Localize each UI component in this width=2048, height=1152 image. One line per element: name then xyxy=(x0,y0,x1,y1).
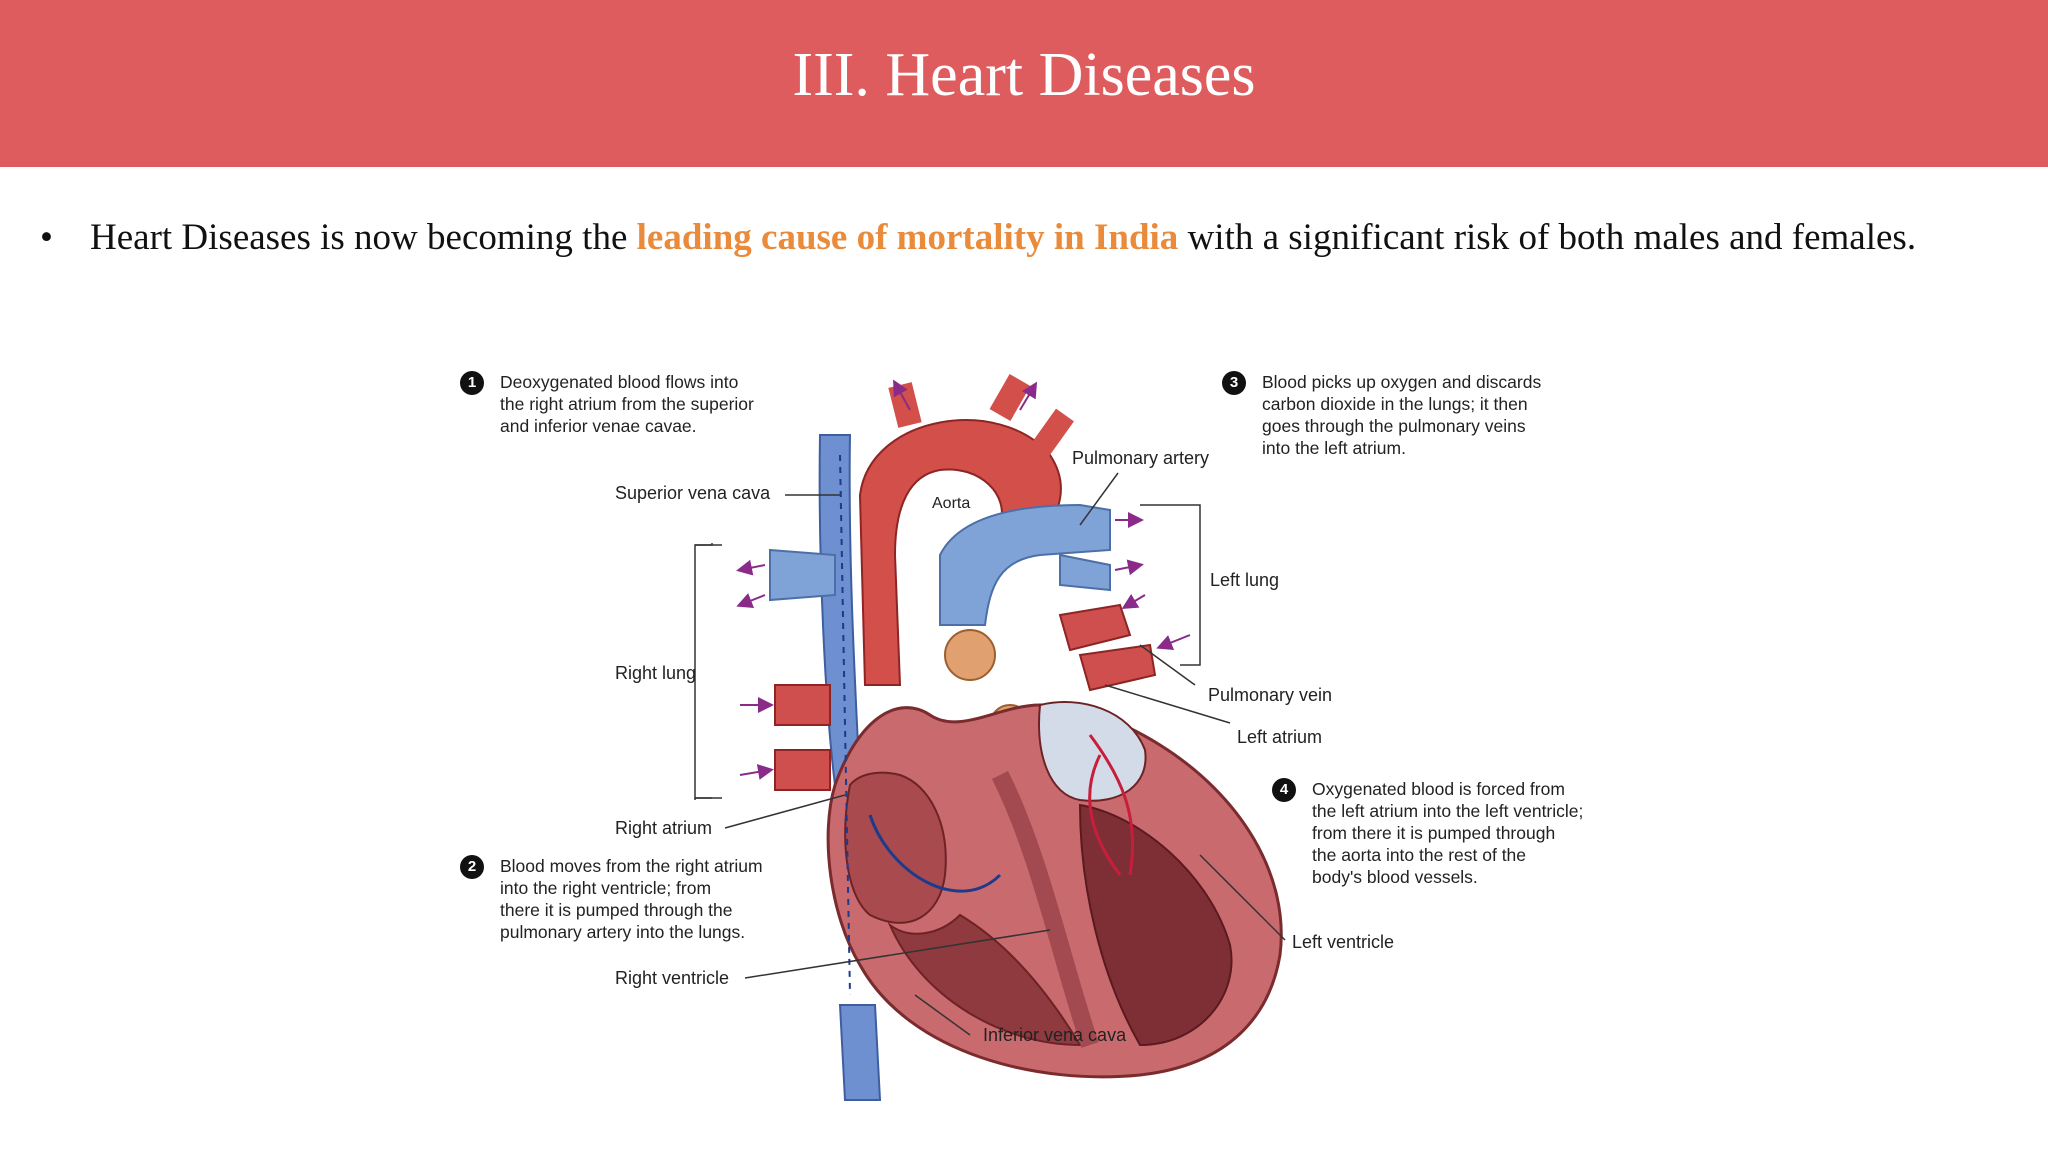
bullet-text-start: Heart Diseases is now becoming the xyxy=(90,217,637,258)
step-2 xyxy=(460,855,763,943)
label-right-atrium: Right atrium xyxy=(615,818,713,838)
label-pulmonary-vein: Pulmonary vein xyxy=(1208,685,1333,705)
step-number: 1 xyxy=(460,371,484,395)
left-pulmonary-vein-shape xyxy=(1060,605,1130,650)
label-aorta: Aorta xyxy=(932,495,971,512)
heart-diagram xyxy=(440,355,1640,1145)
step-text: Oxygenated blood is forced from the left atrium into the left ventricle; from there it is pumped through the aorta into the rest of the body's blood vessels. xyxy=(1312,779,1584,887)
bullet-highlight: leading cause of mortality in India xyxy=(636,217,1179,258)
step-text: Deoxygenated blood flows into the right atrium from the superior and inferior venae cavae. xyxy=(500,372,754,436)
step-text: Blood picks up oxygen and discards carbon dioxide in the lungs; it then goes through the pulmonary veins into the left atrium. xyxy=(1262,372,1542,458)
pulmonary-valve xyxy=(945,630,995,680)
superior-vena-cava-shape xyxy=(820,435,860,785)
step-3 xyxy=(1222,371,1541,459)
bullet-point xyxy=(40,216,2030,259)
bullet-text-end: with a significant risk of both males and females. xyxy=(1178,217,1917,258)
bullet-symbol: • xyxy=(40,217,53,258)
step-1 xyxy=(460,371,754,437)
title-bar xyxy=(0,0,2048,167)
step-number: 3 xyxy=(1222,371,1246,395)
slide-title: III. Heart Diseases xyxy=(792,41,1256,109)
step-number: 2 xyxy=(460,855,484,879)
label-inferior-vena-cava: Inferior vena cava xyxy=(983,1025,1127,1045)
label-superior-vena-cava: Superior vena cava xyxy=(615,483,771,503)
label-left-ventricle: Left ventricle xyxy=(1292,932,1395,952)
inferior-vena-cava-shape xyxy=(840,1005,880,1100)
step-4 xyxy=(1272,778,1583,888)
right-pulmonary-vein-shape xyxy=(775,685,830,725)
step-text: Blood moves from the right atrium into the right ventricle; from there it is pumped through the pulmonary artery into the lungs. xyxy=(500,856,763,942)
step-number: 4 xyxy=(1272,778,1296,802)
right-pulmonary-artery-shape xyxy=(770,550,835,600)
label-right-lung: Right lung xyxy=(615,663,697,683)
label-left-lung: Left lung xyxy=(1210,570,1280,590)
label-right-ventricle: Right ventricle xyxy=(615,968,730,988)
label-pulmonary-artery: Pulmonary artery xyxy=(1072,448,1210,468)
label-left-atrium: Left atrium xyxy=(1237,727,1323,747)
